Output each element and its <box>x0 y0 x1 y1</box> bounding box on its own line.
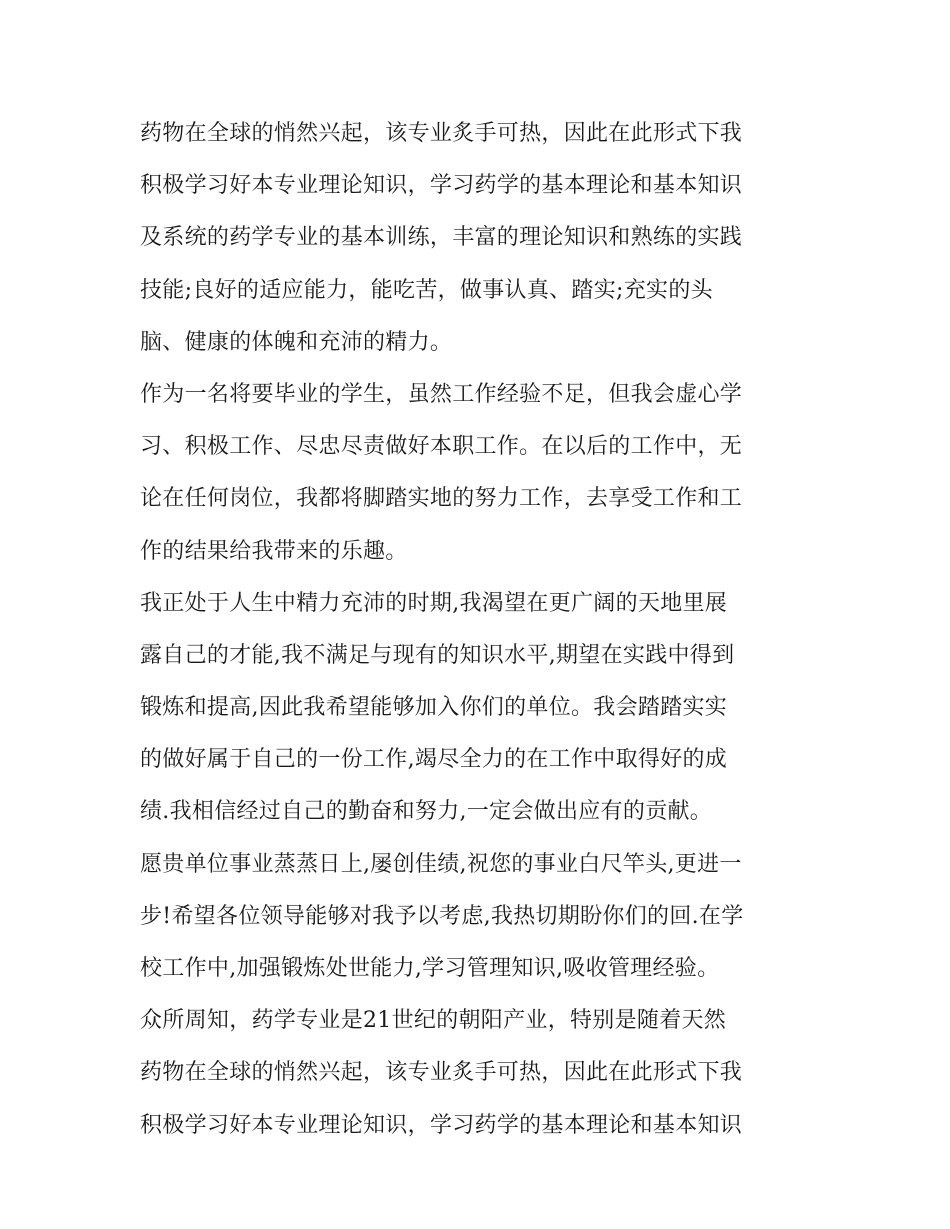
text-line: 的做好属于自己的一份工作,竭尽全力的在工作中取得好的成 <box>140 747 728 773</box>
text-line: 及系统的药学专业的基本训练，丰富的理论知识和熟练的实践 <box>140 225 743 251</box>
text-line: 愿贵单位事业蒸蒸日上,屡创佳绩,祝您的事业白尺竿头,更进一 <box>140 851 742 877</box>
text-line: 药物在全球的悄然兴起，该专业炙手可热，因此在此形式下我 <box>140 121 743 146</box>
text-line: 论在任何岗位，我都将脚踏实地的努力工作，去享受工作和工 <box>140 486 743 512</box>
text-line: 习、积极工作、尽忠尽责做好本职工作。在以后的工作中，无 <box>140 434 743 460</box>
text-line: 作的结果给我带来的乐趣。 <box>140 538 408 564</box>
text-line: 脑、健康的体魄和充沛的精力。 <box>140 329 453 355</box>
text-line: 药物在全球的悄然兴起，该专业炙手可热，因此在此形式下我 <box>140 1060 743 1086</box>
text-line: 步!希望各位领导能够对我予以考虑,我热切期盼你们的回.在学 <box>140 903 744 929</box>
text-line: 积极学习好本专业理论知识，学习药学的基本理论和基本知识 <box>140 1112 743 1138</box>
document-body <box>140 108 820 1152</box>
text-line: 作为一名将要毕业的学生，虽然工作经验不足，但我会虚心学 <box>140 381 743 407</box>
text-line: 绩.我相信经过自己的勤奋和努力,一定会做出应有的贡献。 <box>140 799 713 825</box>
text-line: 众所周知，药学专业是21世纪的朝阳产业，特别是随着天然 <box>140 1008 727 1034</box>
text-line: 校工作中,加强锻炼处世能力,学习管理知识,吸收管理经验。 <box>140 956 720 981</box>
text-line: 积极学习好本专业理论知识，学习药学的基本理论和基本知识 <box>140 173 743 199</box>
text-line: 技能;良好的适应能力，能吃苦，做事认真、踏实;充实的头 <box>140 277 713 303</box>
text-line: 我正处于人生中精力充沛的时期,我渴望在更广阔的天地里展 <box>140 590 728 616</box>
text-line: 锻炼和提高,因此我希望能够加入你们的单位。我会踏踏实实 <box>140 695 728 721</box>
text-line: 露自己的才能,我不满足与现有的知识水平,期望在实践中得到 <box>140 642 735 668</box>
